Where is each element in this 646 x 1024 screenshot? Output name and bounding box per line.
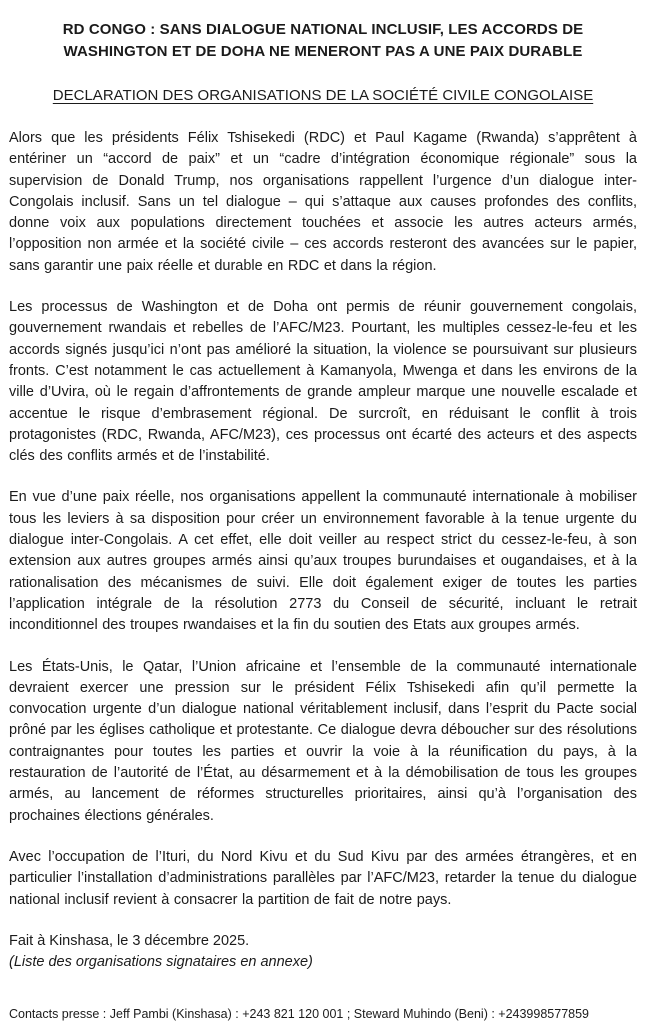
document-body (9, 128, 637, 911)
document-title: RD CONGO : SANS DIALOGUE NATIONAL INCLUSIF, LES ACCORDS DE WASHINGTON ET DE DOHA NE MENERONT PAS A UNE PAIX DURABLE (62, 21, 584, 60)
paragraph-pressure-on-president: Les États-Unis, le Qatar, l’Union africaine et l’ensemble de la communauté internationale devraient exercer une pression sur le président Félix Tshisekedi afin qu’il permette la convocation urgente d’un dialogue national véritablement inclusif, dans l’esprit du Pacte social prôné par les églises catholique et protestante. Ce dialogue devra déboucher sur des résolutions contraignantes pour toutes les parties et ouvrir la voie à la réunification du pays, à la restauration de l’autorité de l’État, au désarmement et à la démobilisation de tous les groupes armés, au lancement de réformes structurelles prioritaires, ainsi qu’à l’organisation des prochaines élections générales. (9, 658, 637, 824)
paragraph-context-presidents: Alors que les présidents Félix Tshisekedi (RDC) et Paul Kagame (Rwanda) s’apprêtent à entériner un “accord de paix” et un “cadre d’intégration économique régionale” sous la supervision de Donald Trump, nos organisations rappellent l’urgence d’un dialogue inter-Congolais inclusif. Sans un tel dialogue – qui s’attaque aux causes profondes des conflits, donne voix aux populations directement touchées et associe les autres acteurs armés, l’opposition non armée et la société civile – ces accords resteront des avancées sur le papier, sans garantir une paix réelle et durable en RDC et dans la région. (9, 130, 637, 274)
paragraph-occupation-partition-warning: Avec l’occupation de l’Ituri, du Nord Kivu et du Sud Kivu par des armées étrangères, et en particulier l’installation d’administrations parallèles par l’AFC/M23, retarder la tenue du dialogue national inclusif revient à consacrer la partition de fait de notre pays. (9, 848, 637, 908)
paragraph-washington-doha-processes: Les processus de Washington et de Doha ont permis de réunir gouvernement congolais, gouvernement rwandais et rebelles de l’AFC/M23. Pourtant, les multiples cessez-le-feu et les accords signés jusqu’ici n’ont pas amélioré la situation, la violence se poursuivant sur plusieurs fronts. C’est notamment le cas actuellement à Kamanyola, Mwenga et dans les environs de la ville d’Uvira, où le regain d’affrontements de grande ampleur marque une nouvelle escalade et accentue le risque d’embrasement régional. De surcroît, en réduisant le conflit à trois protagonistes (RDC, Rwanda, AFC/M23), ces processus ont écarté des acteurs et des aspects clés des conflits armés et de l’instabilité. (9, 299, 637, 465)
press-contacts-line: Contacts presse : Jeff Pambi (Kinshasa) : +243 821 120 001 ; Steward Muhindo (Beni) : +243998577859 (9, 1007, 589, 1022)
date-line: Fait à Kinshasa, le 3 décembre 2025. (9, 932, 250, 949)
paragraph-international-community-appeal: En vue d’une paix réelle, nos organisations appellent la communauté internationale à mobiliser tous les leviers à sa disposition pour créer un environnement favorable à la tenue urgente du dialogue inter-Congolais. A cet effet, elle doit veiller au respect strict du cessez-le-feu, à son extension aux autres groupes armés ainsi qu’aux troupes burundaises et ougandaises, et à la rationalisation des mécanismes de suivi. Elle doit également exiger de toutes les parties l’application intégrale de la résolution 2773 du Conseil de sécurité, incluant le retrait inconditionnel des troupes rwandaises et la fin du soutien des Etats aux groupes armés. (9, 489, 637, 634)
annex-note: (Liste des organisations signataires en annexe) (9, 954, 313, 971)
document-subtitle: DECLARATION DES ORGANISATIONS DE LA SOCIÉTÉ CIVILE CONGOLAISE (52, 87, 594, 104)
